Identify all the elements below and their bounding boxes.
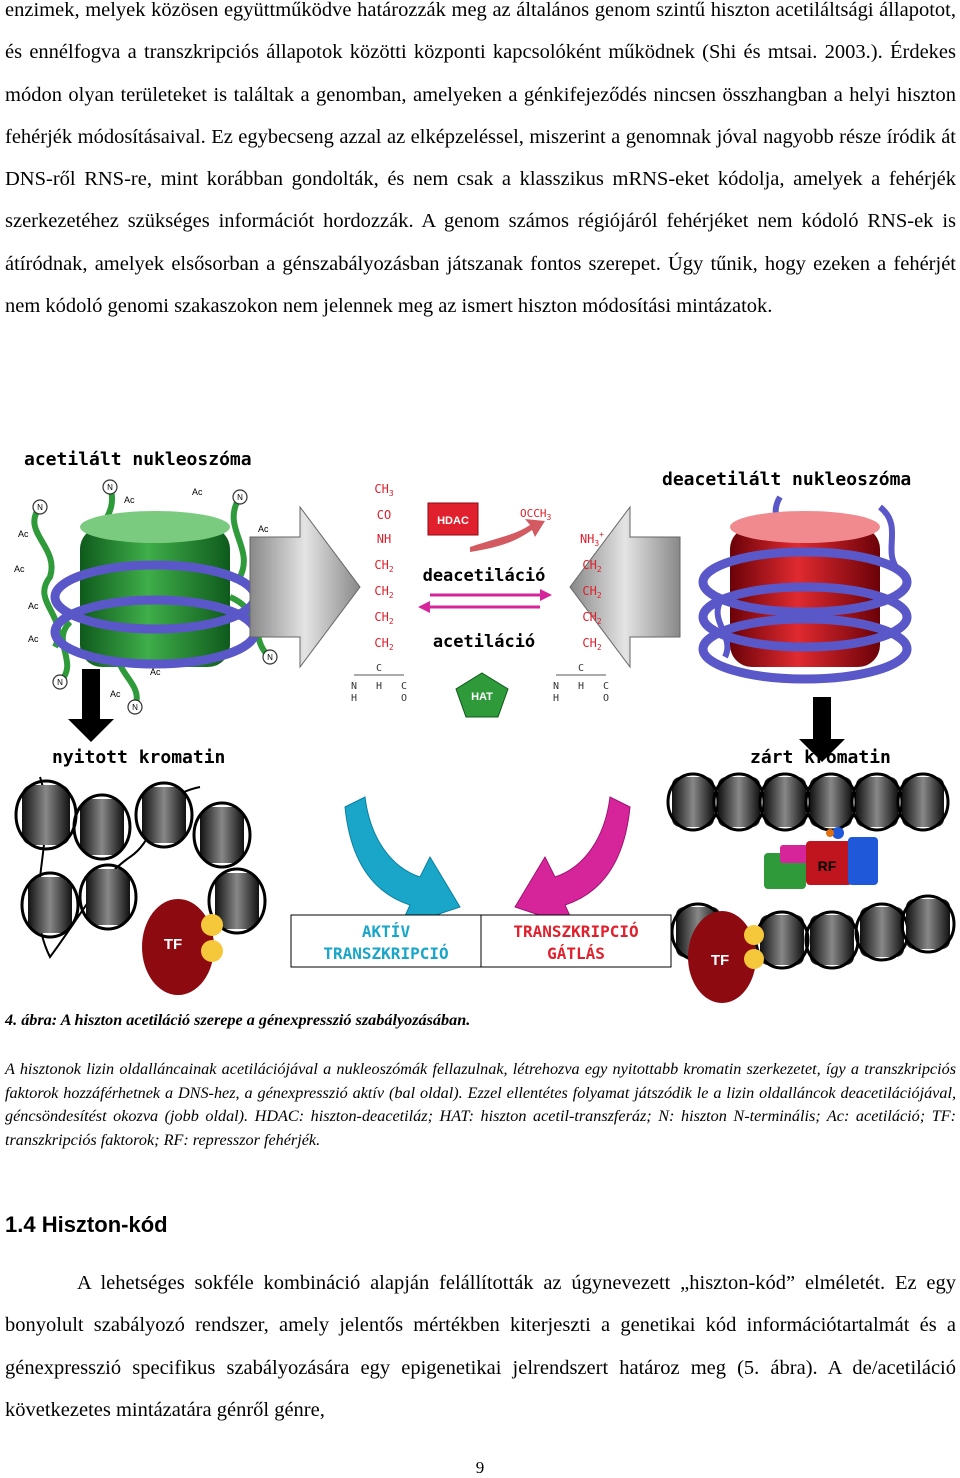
svg-text:N: N (107, 483, 113, 492)
acetylation-label: acetiláció (432, 632, 536, 652)
open-chromatin-title: nyitott kromatin (52, 747, 226, 768)
acetylated-nucleosome (14, 480, 279, 714)
section-heading: 1.4 Hiszton-kód (5, 1212, 168, 1237)
svg-text:HDAC: HDAC (437, 515, 469, 527)
svg-text:CH2: $CH_2$ (374, 610, 394, 626)
svg-text:N: N (37, 503, 43, 512)
svg-text:TRANSZKRIPCIÓ: TRANSZKRIPCIÓ (513, 922, 639, 941)
svg-text:H: H (350, 693, 358, 704)
svg-text:Ac: Ac (110, 689, 121, 699)
svg-text:N: N (350, 681, 358, 692)
svg-text:C: C (602, 681, 610, 692)
svg-text:N: N (132, 703, 138, 712)
closed-chromatin-title: zárt kromatin (750, 747, 891, 768)
backbone-left (351, 663, 407, 704)
svg-text:Ac: Ac (28, 634, 39, 644)
svg-text:N: N (237, 493, 243, 502)
svg-text:CH2: $CH_2$ (582, 584, 602, 600)
svg-text:C: C (577, 663, 585, 674)
transcription-factor-right (688, 911, 764, 1003)
deacetylated-nucleosome (703, 497, 907, 679)
acetyl-lysine-structure (374, 482, 393, 652)
svg-text:O: O (400, 693, 408, 704)
figure-caption: 4. ábra: A hiszton acetiláció szerepe a génexpresszió szabályozásában. (5, 1011, 471, 1029)
acetylated-nucleosome-title: acetilált nukleoszóma (24, 449, 252, 470)
svg-text:CH2: $CH_2$ (582, 610, 602, 626)
backbone-right (553, 663, 609, 704)
svg-text:N: N (267, 653, 273, 662)
svg-text:TF: TF (710, 952, 730, 969)
hdac-enzyme (428, 503, 478, 535)
svg-text:Ac: Ac (150, 667, 161, 677)
svg-text:CH2: $CH_2$ (374, 636, 394, 652)
svg-text:Ac: Ac (258, 524, 269, 534)
body-paragraph-2: A lehetséges sokféle kombináció alapján felállították az úgynevezett „hiszton-kód” elméletét. Ez egy bonyolult szabályozó rendszer, amely jelentős mértékben kiterjeszti a genetikai kód információtartalmát és a génexpresszió specifikus szabályozására egy epigenetikai jelrendszert határoz meg (5. ábra). A de/acetiláció következetes mintázatára génről génre, (5, 1272, 956, 1421)
svg-text:GÁTLÁS: GÁTLÁS (547, 944, 605, 963)
open-chromatin-spools (16, 777, 265, 957)
svg-text:C: C (400, 681, 408, 692)
deacetylated-nucleosome-title: deacetilált nukleoszóma (662, 469, 912, 490)
svg-text:N: N (57, 678, 63, 687)
svg-text:CH2: $CH_2$ (374, 558, 394, 574)
svg-text:Ac: Ac (18, 529, 29, 539)
repressor-complex (764, 827, 878, 889)
svg-text:C: C (375, 663, 383, 674)
hat-enzyme (456, 673, 508, 717)
svg-text:N: N (552, 681, 560, 692)
svg-text:Ac: Ac (14, 564, 25, 574)
svg-text:CH3: $CH_3$ (374, 482, 394, 498)
hdac-arrow (470, 519, 545, 552)
histone-acetylation-figure (0, 437, 960, 1007)
figure-legend: A hisztonok lizin oldalláncainak acetilációjával a nukleoszómák fellazulnak, létrehozva egy nyitottabb kromatin szerkezetet, így a transzkripciós faktorok hozzáférhetnek a DNS-hez, a génexpresszió aktív (bal oldal). Ezzel ellentétes folyamat játszódik le a lizin oldalláncok deacetilációjával, géncsöndesítést okozva (jobb oldal). HDAC: hiszton-deacetiláz; HAT: hiszton acetil-transzferáz; N: hiszton N-terminális; Ac: acetiláció; TF: transzkripciós faktorok; RF: represszor fehérjék. (5, 1060, 956, 1149)
transcription-inhibition-box (481, 915, 671, 967)
page-number: 9 (475, 1458, 485, 1477)
deacetylation-label: deacetiláció (422, 566, 546, 586)
svg-text:CH2: $CH_2$ (374, 584, 394, 600)
svg-text:HAT: HAT (471, 691, 493, 703)
svg-text:Ac: Ac (28, 601, 39, 611)
svg-text:CH2: $CH_2$ (582, 558, 602, 574)
reversible-arrows (418, 589, 552, 613)
svg-text:CH2: $CH_2$ (582, 636, 602, 652)
svg-text:TF: TF (163, 936, 183, 953)
svg-text:H: H (375, 681, 383, 692)
svg-text:NH3+: $NH_3^+$ (579, 530, 605, 548)
svg-text:CO: CO (376, 508, 392, 522)
inhibition-curved-arrow (515, 797, 630, 927)
active-curved-arrow (345, 797, 460, 927)
svg-text:O: O (602, 693, 610, 704)
svg-text:NH: NH (376, 532, 392, 546)
body-paragraph-1: enzimek, melyek közösen együttműködve határozzák meg az általános genom szintű hiszton acetiláltsági állapotot, és ennélfogva a transzkripciós állapotok közötti központi kapcsolóként működnek (Shi és mtsai. 2003.). Érdekes módon olyan területeket is találtak a genomban, amelyeken a génkifejeződés nincsen összhangban a helyi hiszton fehérjék módosításaival. Ez egybecseng azzal az elképzeléssel, miszerint a genomnak jóval nagyobb része íródik át DNS-ről RNS-re, mint korábban gondolták, és nem csak a klasszikus mRNS-eket kódolja, amelyek a fehérjék szerkezetéhez szükséges információt hordozzák. A genom számos régiójáról fehérjéket nem kódoló RNS-ek is átíródnak, amelyek elsősorban a génszabályozásban játszanak fontos szerepet. Úgy tűnik, hogy ezeken a fehérjét nem kódoló genomi szakaszokon nem jelennek meg az ismert hiszton módosítási mintázatok. (5, 0, 956, 318)
svg-text:Ac: Ac (192, 487, 203, 497)
svg-text:AKTÍV: AKTÍV (361, 922, 411, 941)
left-down-arrow (68, 669, 114, 742)
svg-text:RF: RF (817, 858, 837, 874)
active-transcription-box (291, 915, 481, 967)
svg-text:Ac: Ac (124, 495, 135, 505)
svg-text:H: H (577, 681, 585, 692)
svg-text:TRANSZKRIPCIÓ: TRANSZKRIPCIÓ (323, 944, 449, 963)
svg-text:H: H (552, 693, 560, 704)
occh3-label: $OCCH_3$ (520, 507, 552, 522)
